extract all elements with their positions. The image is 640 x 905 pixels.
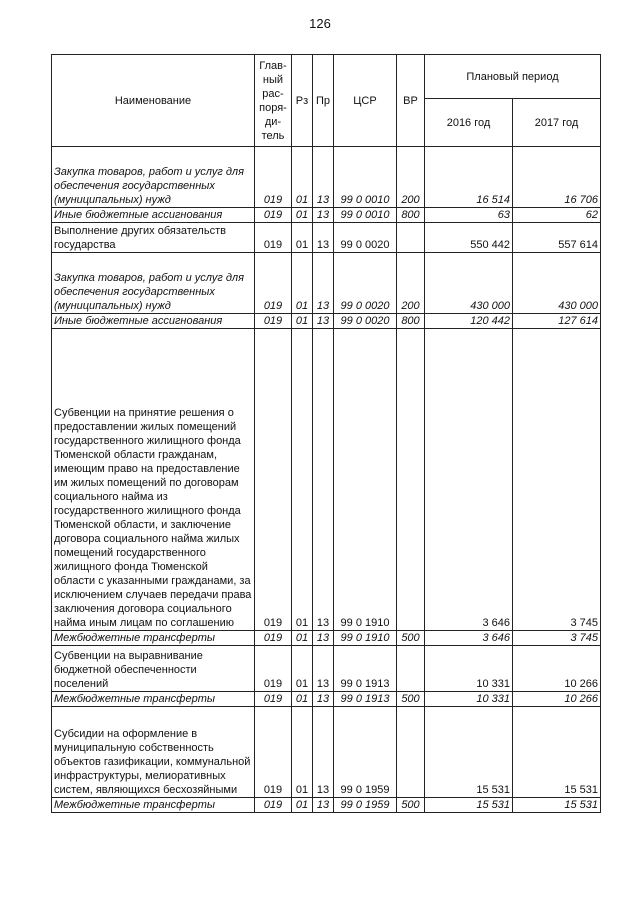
table-row [52, 329, 601, 631]
table-row [52, 223, 601, 253]
cell-rz: 01 [292, 253, 313, 314]
cell-rz: 01 [292, 798, 313, 813]
cell-2016: 550 442 [425, 223, 513, 253]
cell-2017: 3 745 [513, 329, 601, 631]
cell-rz: 01 [292, 707, 313, 798]
cell-csr: 99 0 0020 [334, 314, 397, 329]
header-csr: ЦСР [334, 55, 397, 147]
cell-pr: 13 [313, 631, 334, 646]
cell-grbs: 019 [255, 253, 292, 314]
cell-2016: 430 000 [425, 253, 513, 314]
table-row [52, 646, 601, 692]
cell-csr: 99 0 1959 [334, 707, 397, 798]
cell-pr: 13 [313, 147, 334, 208]
cell-vr [397, 707, 425, 798]
header-pr: Пр [313, 55, 334, 147]
cell-name: Иные бюджетные ассигнования [52, 208, 255, 223]
cell-rz: 01 [292, 147, 313, 208]
cell-rz: 01 [292, 223, 313, 253]
cell-2016: 3 646 [425, 631, 513, 646]
cell-rz: 01 [292, 208, 313, 223]
cell-grbs: 019 [255, 798, 292, 813]
cell-name: Выполнение других обязательств государства [52, 223, 255, 253]
cell-csr: 99 0 1910 [334, 329, 397, 631]
page-number: 126 [309, 16, 331, 31]
cell-csr: 99 0 0010 [334, 147, 397, 208]
cell-2016: 15 531 [425, 707, 513, 798]
cell-2017: 557 614 [513, 223, 601, 253]
cell-2017: 16 706 [513, 147, 601, 208]
cell-2017: 430 000 [513, 253, 601, 314]
cell-vr: 200 [397, 147, 425, 208]
cell-2016: 16 514 [425, 147, 513, 208]
cell-pr: 13 [313, 223, 334, 253]
cell-rz: 01 [292, 631, 313, 646]
cell-vr [397, 223, 425, 253]
cell-vr: 200 [397, 253, 425, 314]
cell-csr: 99 0 1913 [334, 646, 397, 692]
cell-vr: 800 [397, 208, 425, 223]
cell-csr: 99 0 1959 [334, 798, 397, 813]
table-body [52, 147, 601, 813]
cell-name: Иные бюджетные ассигнования [52, 314, 255, 329]
cell-2016: 15 531 [425, 798, 513, 813]
table-row [52, 147, 601, 208]
cell-2017: 10 266 [513, 646, 601, 692]
table-row [52, 631, 601, 646]
cell-grbs: 019 [255, 208, 292, 223]
cell-csr: 99 0 0020 [334, 253, 397, 314]
cell-2017: 127 614 [513, 314, 601, 329]
table-row [52, 707, 601, 798]
cell-csr: 99 0 1910 [334, 631, 397, 646]
table-row [52, 798, 601, 813]
cell-rz: 01 [292, 314, 313, 329]
cell-2017: 3 745 [513, 631, 601, 646]
cell-grbs: 019 [255, 631, 292, 646]
cell-vr: 500 [397, 692, 425, 707]
cell-grbs: 019 [255, 223, 292, 253]
cell-pr: 13 [313, 208, 334, 223]
cell-2017: 15 531 [513, 707, 601, 798]
cell-vr: 800 [397, 314, 425, 329]
cell-grbs: 019 [255, 314, 292, 329]
cell-2016: 3 646 [425, 329, 513, 631]
cell-rz: 01 [292, 329, 313, 631]
cell-vr [397, 329, 425, 631]
cell-name: Межбюджетные трансферты [52, 798, 255, 813]
cell-pr: 13 [313, 798, 334, 813]
cell-pr: 13 [313, 314, 334, 329]
table-row [52, 692, 601, 707]
cell-vr: 500 [397, 631, 425, 646]
cell-grbs: 019 [255, 707, 292, 798]
cell-rz: 01 [292, 692, 313, 707]
cell-name: Межбюджетные трансферты [52, 631, 255, 646]
header-rz: Рз [292, 55, 313, 147]
header-year-2016: 2016 год [425, 99, 513, 147]
cell-grbs: 019 [255, 692, 292, 707]
cell-2016: 10 331 [425, 646, 513, 692]
cell-2017: 62 [513, 208, 601, 223]
cell-grbs: 019 [255, 329, 292, 631]
cell-name: Субвенции на выравнивание бюджетной обеспеченности поселений [52, 646, 255, 692]
cell-pr: 13 [313, 646, 334, 692]
cell-pr: 13 [313, 707, 334, 798]
cell-pr: 13 [313, 329, 334, 631]
cell-name: Закупка товаров, работ и услуг для обеспечения государственных (муниципальных) нужд [52, 253, 255, 314]
cell-csr: 99 0 1913 [334, 692, 397, 707]
cell-rz: 01 [292, 646, 313, 692]
cell-2016: 63 [425, 208, 513, 223]
cell-csr: 99 0 0020 [334, 223, 397, 253]
header-name: Наименование [52, 55, 255, 147]
header-vr: ВР [397, 55, 425, 147]
cell-name: Субвенции на принятие решения о предоставлении жилых помещений государственного жилищного фонда Тюменской области гражданам, имеющим право на предоставление им жилых помещений по договорам социального найма из государственного жилищного фонда Тюменской области, и заключение договора социального найма жилых помещений государственного жилищного фонда Тюменской области с указанными гражданами, за исключением случаев передачи права заключения договора социального найма иным лицам по соглашению [52, 329, 255, 631]
header-planned-period: Плановый период [425, 55, 601, 99]
cell-vr: 500 [397, 798, 425, 813]
header-year-2017: 2017 год [513, 99, 601, 147]
cell-pr: 13 [313, 253, 334, 314]
cell-pr: 13 [313, 692, 334, 707]
cell-name: Межбюджетные трансферты [52, 692, 255, 707]
cell-name: Закупка товаров, работ и услуг для обеспечения государственных (муниципальных) нужд [52, 147, 255, 208]
table-row [52, 314, 601, 329]
cell-2016: 10 331 [425, 692, 513, 707]
cell-csr: 99 0 0010 [334, 208, 397, 223]
cell-2017: 15 531 [513, 798, 601, 813]
table-row [52, 208, 601, 223]
table-row [52, 253, 601, 314]
cell-grbs: 019 [255, 147, 292, 208]
cell-name: Субсидии на оформление в муниципальную собственность объектов газификации, коммунальной инфраструктуры, мелиоративных систем, являющихся бесхозяйными [52, 707, 255, 798]
cell-2017: 10 266 [513, 692, 601, 707]
budget-table [51, 54, 601, 813]
cell-2016: 120 442 [425, 314, 513, 329]
cell-vr [397, 646, 425, 692]
cell-grbs: 019 [255, 646, 292, 692]
header-main-manager: Глав- ный рас- поря- ди- тель [255, 55, 292, 147]
